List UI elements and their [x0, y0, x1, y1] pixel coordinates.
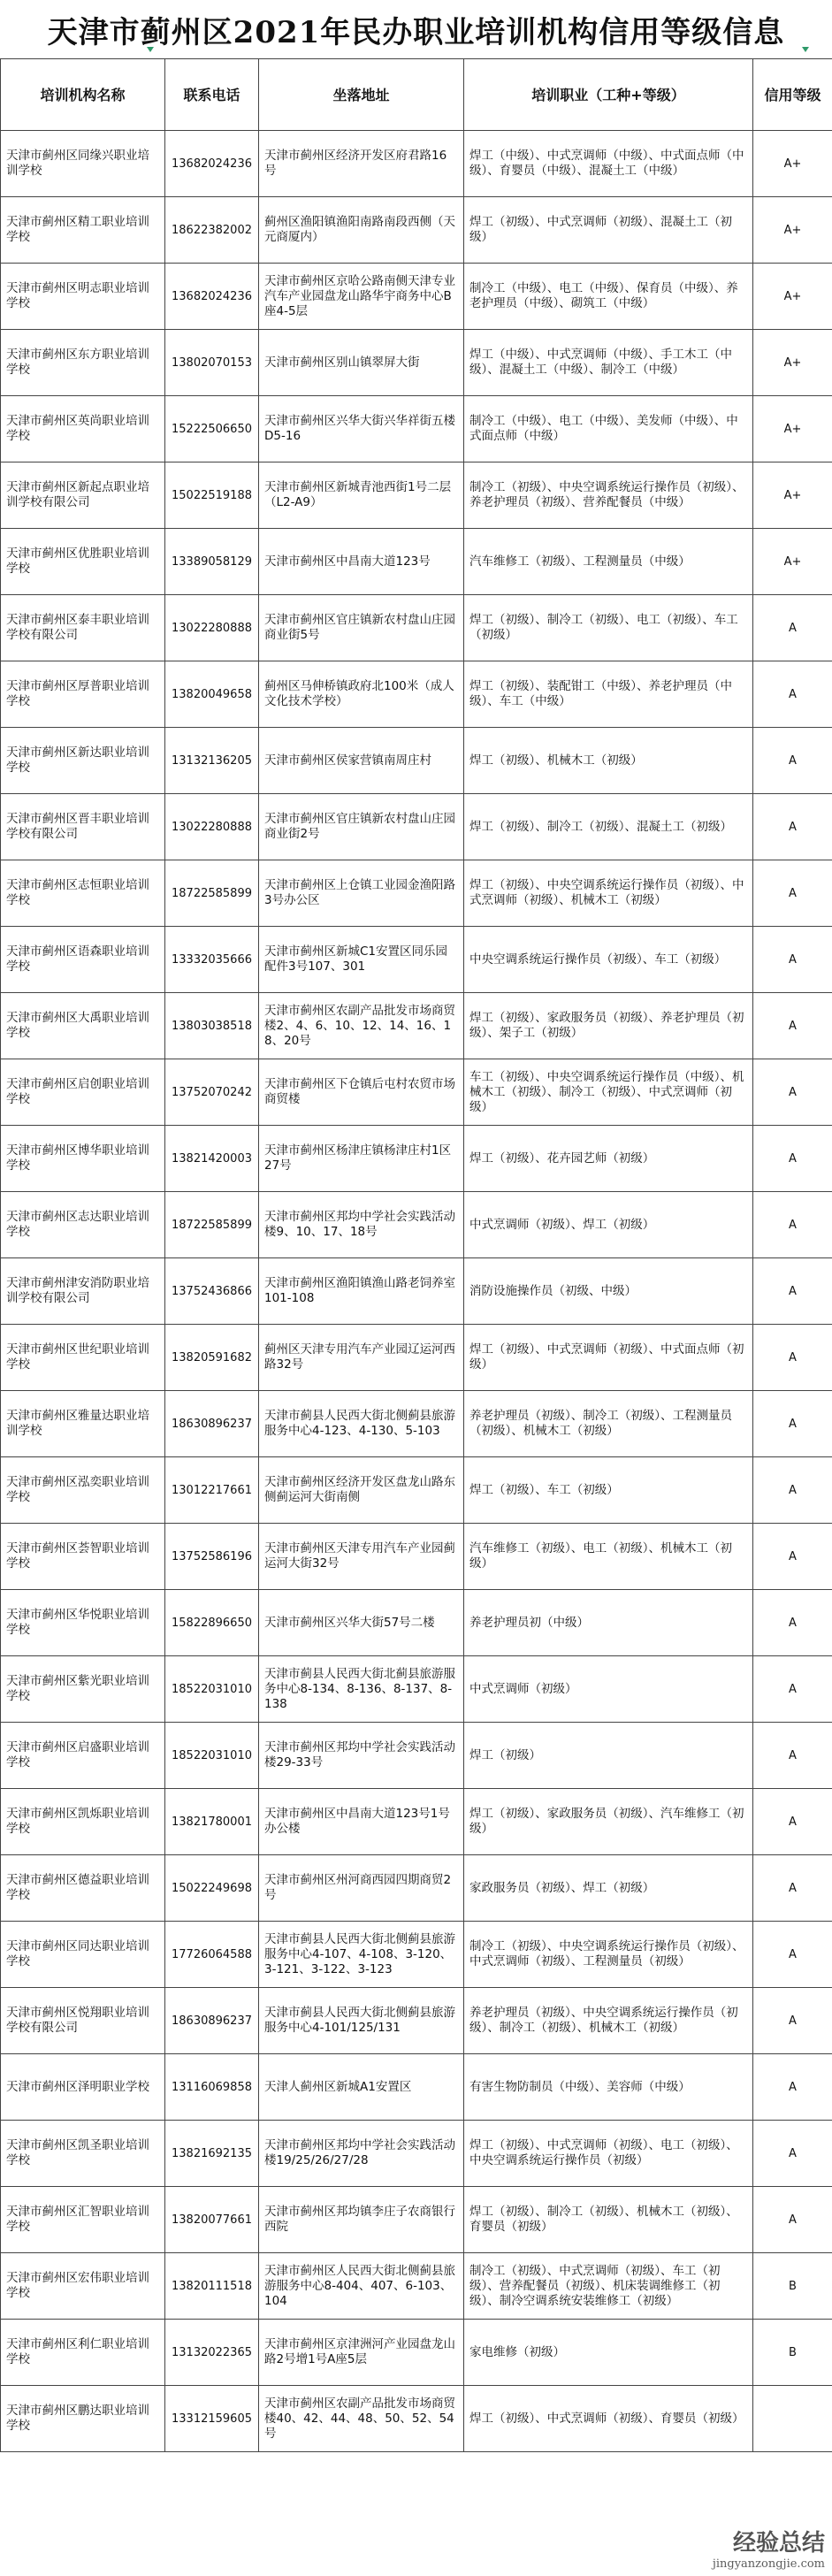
cell-grade: B [753, 2320, 832, 2386]
cell-name: 天津市蓟州区荟智职业培训学校 [1, 1524, 165, 1590]
cell-address: 蓟州区天津专用汽车产业园辽运河西路32号 [259, 1325, 464, 1391]
cell-name: 天津市蓟州区厚普职业培训学校 [1, 661, 165, 728]
cell-occupation: 家政服务员（初级）、焊工（初级） [464, 1855, 753, 1922]
cell-address: 天津市蓟州区杨津庄镇杨津庄村1区27号 [259, 1126, 464, 1192]
cell-name: 天津市蓟州区泰丰职业培训学校有限公司 [1, 595, 165, 661]
cell-grade: A [753, 1723, 832, 1789]
cell-name: 天津市蓟州区世纪职业培训学校 [1, 1325, 165, 1391]
table-row [1, 1524, 832, 1590]
cell-address: 天津市蓟州区中昌南大道123号 [259, 529, 464, 595]
cell-phone: 13821692135 [165, 2121, 259, 2187]
cell-grade: A [753, 1789, 832, 1855]
cell-phone: 13132136205 [165, 728, 259, 794]
cell-grade: A+ [753, 197, 832, 264]
table-row [1, 1988, 832, 2054]
cell-name: 天津市蓟州津安消防职业培训学校有限公司 [1, 1258, 165, 1325]
cell-phone: 15822896650 [165, 1590, 259, 1656]
cell-name: 天津市蓟州区雅量达职业培训学校 [1, 1391, 165, 1457]
cell-occupation: 制冷工（中级）、电工（中级）、美发师（中级）、中式面点师（中级） [464, 396, 753, 462]
cell-grade: A [753, 993, 832, 1059]
cell-address: 天津市蓟县人民西大街北蓟县旅游服务中心8-134、8-136、8-137、8-138 [259, 1656, 464, 1723]
cell-grade: A [753, 1192, 832, 1258]
column-header-name: 培训机构名称 [1, 59, 165, 131]
table-row [1, 1325, 832, 1391]
cell-name: 天津市蓟州区华悦职业培训学校 [1, 1590, 165, 1656]
cell-occupation: 焊工（初级）、中式烹调师（初级）、育婴员（初级） [464, 2386, 753, 2452]
cell-grade: A [753, 927, 832, 993]
cell-address: 蓟州区马伸桥镇政府北100米（成人文化技术学校） [259, 661, 464, 728]
cell-name: 天津市蓟州区博华职业培训学校 [1, 1126, 165, 1192]
cell-name: 天津市蓟州区精工职业培训学校 [1, 197, 165, 264]
cell-phone: 15022249698 [165, 1855, 259, 1922]
cell-phone: 13332035666 [165, 927, 259, 993]
cell-occupation: 养老护理员（初级）、中央空调系统运行操作员（初级）、制冷工（初级）、机械木工（初级） [464, 1988, 753, 2054]
cell-phone: 18522031010 [165, 1656, 259, 1723]
cell-grade: A [753, 1325, 832, 1391]
cell-grade: A [753, 2054, 832, 2121]
cell-name: 天津市蓟州区新起点职业培训学校有限公司 [1, 462, 165, 529]
cell-occupation: 焊工（初级）、家政服务员（初级）、养老护理员（初级）、架子工（初级） [464, 993, 753, 1059]
cell-name: 天津市蓟州区语森职业培训学校 [1, 927, 165, 993]
table-row [1, 197, 832, 264]
cell-phone: 18722585899 [165, 1192, 259, 1258]
table-row [1, 1855, 832, 1922]
cell-address: 天津市蓟县人民西大街北侧蓟县旅游服务中心4-107、4-108、3-120、3-121、3-122、3-123 [259, 1922, 464, 1988]
cell-address: 天津市蓟州区中昌南大道123号1号办公楼 [259, 1789, 464, 1855]
cell-name: 天津市蓟州区晋丰职业培训学校有限公司 [1, 794, 165, 860]
table-row [1, 1258, 832, 1325]
cell-name: 天津市蓟州区泽明职业学校 [1, 2054, 165, 2121]
table-row [1, 1590, 832, 1656]
cell-name: 天津市蓟州区悦翔职业培训学校有限公司 [1, 1988, 165, 2054]
cell-occupation: 养老护理员（初级）、制冷工（初级）、工程测量员（初级）、机械木工（初级） [464, 1391, 753, 1457]
cell-address: 天津市蓟州区兴华大街57号二楼 [259, 1590, 464, 1656]
cell-phone: 17726064588 [165, 1922, 259, 1988]
filter-marker-icon [147, 47, 154, 52]
cell-grade: B [753, 2253, 832, 2320]
cell-occupation: 汽车维修工（初级）、工程测量员（中级） [464, 529, 753, 595]
watermark-title: 经验总结 [732, 2530, 825, 2557]
cell-grade: A [753, 728, 832, 794]
cell-grade: A [753, 1988, 832, 2054]
cell-name: 天津市蓟州区英尚职业培训学校 [1, 396, 165, 462]
watermark-url: jingyanzongjie.com [712, 2557, 825, 2571]
cell-phone: 13752070242 [165, 1059, 259, 1126]
table-row [1, 595, 832, 661]
cell-occupation: 制冷工（初级）、中央空调系统运行操作员（初级）、中式烹调师（初级）、工程测量员（初级） [464, 1922, 753, 1988]
table-row [1, 131, 832, 197]
table-row [1, 2386, 832, 2452]
cell-phone: 13820591682 [165, 1325, 259, 1391]
cell-occupation: 焊工（初级）、花卉园艺师（初级） [464, 1126, 753, 1192]
cell-phone: 13022280888 [165, 595, 259, 661]
title-text: 天津市蓟州区2021年民办职业培训机构信用等级信息 [47, 14, 785, 50]
cell-phone: 13802070153 [165, 330, 259, 396]
cell-grade: A+ [753, 529, 832, 595]
cell-address: 天津市蓟州区渔阳镇渔山路老饲养室101-108 [259, 1258, 464, 1325]
cell-grade: A [753, 1457, 832, 1524]
cell-name: 天津市蓟州区东方职业培训学校 [1, 330, 165, 396]
cell-address: 天津市蓟州区农副产品批发市场商贸楼40、42、44、48、50、52、54号 [259, 2386, 464, 2452]
cell-grade: A [753, 2121, 832, 2187]
cell-occupation: 制冷工（初级）、中央空调系统运行操作员（初级）、养老护理员（初级）、营养配餐员（中级） [464, 462, 753, 529]
table-row [1, 2187, 832, 2253]
table-row [1, 264, 832, 330]
cell-name: 天津市蓟州区志达职业培训学校 [1, 1192, 165, 1258]
cell-occupation: 中央空调系统运行操作员（初级）、车工（初级） [464, 927, 753, 993]
cell-occupation: 消防设施操作员（初级、中级） [464, 1258, 753, 1325]
cell-occupation: 制冷工（中级）、电工（中级）、保育员（中级）、养老护理员（中级）、砌筑工（中级） [464, 264, 753, 330]
cell-address: 蓟州区渔阳镇渔阳南路南段西侧（天元商厦内） [259, 197, 464, 264]
cell-address: 天津市蓟州区新城青池西街1号二层（L2-A9） [259, 462, 464, 529]
cell-phone: 13752436866 [165, 1258, 259, 1325]
column-header-occupation: 培训职业（工种+等级） [464, 59, 753, 131]
cell-phone: 18722585899 [165, 860, 259, 927]
cell-phone: 13682024236 [165, 264, 259, 330]
table-row [1, 529, 832, 595]
cell-occupation: 焊工（初级）、家政服务员（初级）、汽车维修工（初级） [464, 1789, 753, 1855]
cell-name: 天津市蓟州区同达职业培训学校 [1, 1922, 165, 1988]
column-header-grade: 信用等级 [753, 59, 832, 131]
cell-occupation: 焊工（中级）、中式烹调师（中级）、手工木工（中级）、混凝土工（中级）、制冷工（中级） [464, 330, 753, 396]
cell-phone: 13821780001 [165, 1789, 259, 1855]
column-header-phone: 联系电话 [165, 59, 259, 131]
cell-occupation: 焊工（初级）、中式烹调师（初级）、电工（初级）、中央空调系统运行操作员（初级） [464, 2121, 753, 2187]
cell-name: 天津市蓟州区优胜职业培训学校 [1, 529, 165, 595]
table-body [1, 131, 832, 2452]
cell-address: 天津市蓟州区农副产品批发市场商贸楼2、4、6、10、12、14、16、18、20号 [259, 993, 464, 1059]
table-header-row [1, 59, 832, 131]
cell-occupation: 中式烹调师（初级） [464, 1656, 753, 1723]
cell-address: 天津市蓟州区经济开发区盘龙山路东侧蓟运河大街南侧 [259, 1457, 464, 1524]
cell-grade: A [753, 794, 832, 860]
cell-phone: 13752586196 [165, 1524, 259, 1590]
watermark-logo [713, 2525, 825, 2571]
cell-grade [753, 2386, 832, 2452]
table-row [1, 927, 832, 993]
cell-name: 天津市蓟州区鹏达职业培训学校 [1, 2386, 165, 2452]
cell-grade: A [753, 595, 832, 661]
cell-grade: A [753, 1922, 832, 1988]
table-row [1, 728, 832, 794]
column-header-address: 坐落地址 [259, 59, 464, 131]
cell-name: 天津市蓟州区紫光职业培训学校 [1, 1656, 165, 1723]
cell-grade: A+ [753, 330, 832, 396]
cell-phone: 13682024236 [165, 131, 259, 197]
cell-name: 天津市蓟州区志恒职业培训学校 [1, 860, 165, 927]
cell-occupation: 中式烹调师（初级）、焊工（初级） [464, 1192, 753, 1258]
cell-name: 天津市蓟州区宏伟职业培训学校 [1, 2253, 165, 2320]
cell-phone: 18630896237 [165, 1391, 259, 1457]
cell-phone: 13116069858 [165, 2054, 259, 2121]
cell-address: 天津人蓟州区新城A1安置区 [259, 2054, 464, 2121]
table-row [1, 2121, 832, 2187]
cell-occupation: 焊工（初级）、机械木工（初级） [464, 728, 753, 794]
cell-name: 天津市蓟州区大禹职业培训学校 [1, 993, 165, 1059]
cell-phone: 13312159605 [165, 2386, 259, 2452]
cell-phone: 15022519188 [165, 462, 259, 529]
cell-grade: A+ [753, 264, 832, 330]
cell-address: 天津市蓟州区人民西大街北侧蓟县旅游服务中心8-404、407、6-103、104 [259, 2253, 464, 2320]
cell-occupation: 汽车维修工（初级）、电工（初级）、机械木工（初级） [464, 1524, 753, 1590]
table-row [1, 1391, 832, 1457]
cell-occupation: 家电维修（初级） [464, 2320, 753, 2386]
table-row [1, 396, 832, 462]
cell-address: 天津市蓟州区京津洲河产业园盘龙山路2号增1号A座5层 [259, 2320, 464, 2386]
cell-phone: 18622382002 [165, 197, 259, 264]
cell-address: 天津市蓟州区别山镇翠屏大街 [259, 330, 464, 396]
institution-table [0, 58, 832, 2452]
cell-occupation: 养老护理员初（中级） [464, 1590, 753, 1656]
filter-marker-icon [802, 47, 809, 52]
cell-address: 天津市蓟州区京哈公路南侧天津专业汽车产业园盘龙山路华宇商务中心B座4-5层 [259, 264, 464, 330]
cell-address: 天津市蓟州区兴华大街兴华祥街五楼D5-16 [259, 396, 464, 462]
cell-phone: 13821420003 [165, 1126, 259, 1192]
table-row [1, 2054, 832, 2121]
cell-occupation: 焊工（初级）、制冷工（初级）、混凝土工（初级） [464, 794, 753, 860]
table-row [1, 462, 832, 529]
table-row [1, 1723, 832, 1789]
table-row [1, 330, 832, 396]
cell-name: 天津市蓟州区凯烁职业培训学校 [1, 1789, 165, 1855]
cell-grade: A [753, 661, 832, 728]
cell-address: 天津市蓟州区经济开发区府君路16号 [259, 131, 464, 197]
cell-occupation: 制冷工（初级）、中式烹调师（初级）、车工（初级）、营养配餐员（初级）、机床装调维修工（初级）、制冷空调系统安装维修工（初级） [464, 2253, 753, 2320]
cell-grade: A [753, 1391, 832, 1457]
cell-phone: 13803038518 [165, 993, 259, 1059]
cell-address: 天津市蓟州区邦均中学社会实践活动楼29-33号 [259, 1723, 464, 1789]
cell-occupation: 焊工（初级）、制冷工（初级）、电工（初级）、车工（初级） [464, 595, 753, 661]
table-row [1, 1126, 832, 1192]
cell-phone: 13132022365 [165, 2320, 259, 2386]
table-row [1, 794, 832, 860]
cell-address: 天津市蓟州区邦均中学社会实践活动楼19/25/26/27/28 [259, 2121, 464, 2187]
cell-phone: 13389058129 [165, 529, 259, 595]
cell-occupation: 有害生物防制员（中级）、美容师（中级） [464, 2054, 753, 2121]
cell-address: 天津市蓟州区下仓镇后屯村农贸市场商贸楼 [259, 1059, 464, 1126]
cell-grade: A [753, 1656, 832, 1723]
cell-address: 天津市蓟县人民西大街北侧蓟县旅游服务中心4-123、4-130、5-103 [259, 1391, 464, 1457]
cell-phone: 13820077661 [165, 2187, 259, 2253]
table-row [1, 860, 832, 927]
cell-grade: A [753, 2187, 832, 2253]
cell-name: 天津市蓟州区汇智职业培训学校 [1, 2187, 165, 2253]
cell-occupation: 焊工（初级）、中式烹调师（初级）、混凝土工（初级） [464, 197, 753, 264]
cell-occupation: 焊工（初级）、中央空调系统运行操作员（初级）、中式烹调师（初级）、机械木工（初级） [464, 860, 753, 927]
cell-name: 天津市蓟州区明志职业培训学校 [1, 264, 165, 330]
cell-phone: 13022280888 [165, 794, 259, 860]
cell-address: 天津市蓟州区官庄镇新农村盘山庄园商业街2号 [259, 794, 464, 860]
cell-name: 天津市蓟州区同缘兴职业培训学校 [1, 131, 165, 197]
table-row [1, 2320, 832, 2386]
cell-grade: A [753, 1524, 832, 1590]
cell-name: 天津市蓟州区启创职业培训学校 [1, 1059, 165, 1126]
cell-phone: 13820049658 [165, 661, 259, 728]
cell-name: 天津市蓟州区泓奕职业培训学校 [1, 1457, 165, 1524]
page-title [0, 0, 832, 58]
cell-phone: 13820111518 [165, 2253, 259, 2320]
cell-address: 天津市蓟州区官庄镇新农村盘山庄园商业街5号 [259, 595, 464, 661]
cell-grade: A+ [753, 462, 832, 529]
cell-occupation: 焊工（中级）、中式烹调师（中级）、中式面点师（中级）、育婴员（中级）、混凝土工（中级） [464, 131, 753, 197]
table-row [1, 1059, 832, 1126]
cell-grade: A+ [753, 396, 832, 462]
table-row [1, 661, 832, 728]
cell-address: 天津市蓟州区邦均中学社会实践活动楼9、10、17、18号 [259, 1192, 464, 1258]
cell-name: 天津市蓟州区利仁职业培训学校 [1, 2320, 165, 2386]
cell-grade: A [753, 1126, 832, 1192]
cell-address: 天津市蓟州区天津专用汽车产业园蓟运河大街32号 [259, 1524, 464, 1590]
cell-address: 天津市蓟县人民西大街北侧蓟县旅游服务中心4-101/125/131 [259, 1988, 464, 2054]
cell-address: 天津市蓟州区邦均镇李庄子农商银行西院 [259, 2187, 464, 2253]
table-row [1, 1789, 832, 1855]
cell-address: 天津市蓟州区侯家营镇南周庄村 [259, 728, 464, 794]
table-row [1, 1656, 832, 1723]
cell-address: 天津市蓟州区新城C1安置区同乐园配件3号107、301 [259, 927, 464, 993]
cell-grade: A [753, 860, 832, 927]
cell-occupation: 焊工（初级） [464, 1723, 753, 1789]
table-row [1, 2253, 832, 2320]
cell-occupation: 焊工（初级）、制冷工（初级）、机械木工（初级）、育婴员（初级） [464, 2187, 753, 2253]
cell-occupation: 焊工（初级）、中式烹调师（初级）、中式面点师（初级） [464, 1325, 753, 1391]
cell-name: 天津市蓟州区新达职业培训学校 [1, 728, 165, 794]
table-row [1, 1192, 832, 1258]
cell-phone: 13012217661 [165, 1457, 259, 1524]
cell-phone: 18522031010 [165, 1723, 259, 1789]
cell-grade: A [753, 1258, 832, 1325]
cell-phone: 18630896237 [165, 1988, 259, 2054]
cell-phone: 15222506650 [165, 396, 259, 462]
cell-occupation: 车工（初级）、中央空调系统运行操作员（中级）、机械木工（初级）、制冷工（初级）、中式烹调师（初级） [464, 1059, 753, 1126]
cell-occupation: 焊工（初级）、车工（初级） [464, 1457, 753, 1524]
cell-name: 天津市蓟州区德益职业培训学校 [1, 1855, 165, 1922]
cell-grade: A+ [753, 131, 832, 197]
cell-occupation: 焊工（初级）、装配钳工（中级）、养老护理员（中级）、车工（中级） [464, 661, 753, 728]
table-row [1, 993, 832, 1059]
cell-name: 天津市蓟州区启盛职业培训学校 [1, 1723, 165, 1789]
cell-address: 天津市蓟州区上仓镇工业园金渔阳路3号办公区 [259, 860, 464, 927]
cell-grade: A [753, 1855, 832, 1922]
cell-address: 天津市蓟州区州河商西园四期商贸2号 [259, 1855, 464, 1922]
cell-grade: A [753, 1590, 832, 1656]
table-row [1, 1457, 832, 1524]
table-row [1, 1922, 832, 1988]
cell-name: 天津市蓟州区凯圣职业培训学校 [1, 2121, 165, 2187]
cell-grade: A [753, 1059, 832, 1126]
